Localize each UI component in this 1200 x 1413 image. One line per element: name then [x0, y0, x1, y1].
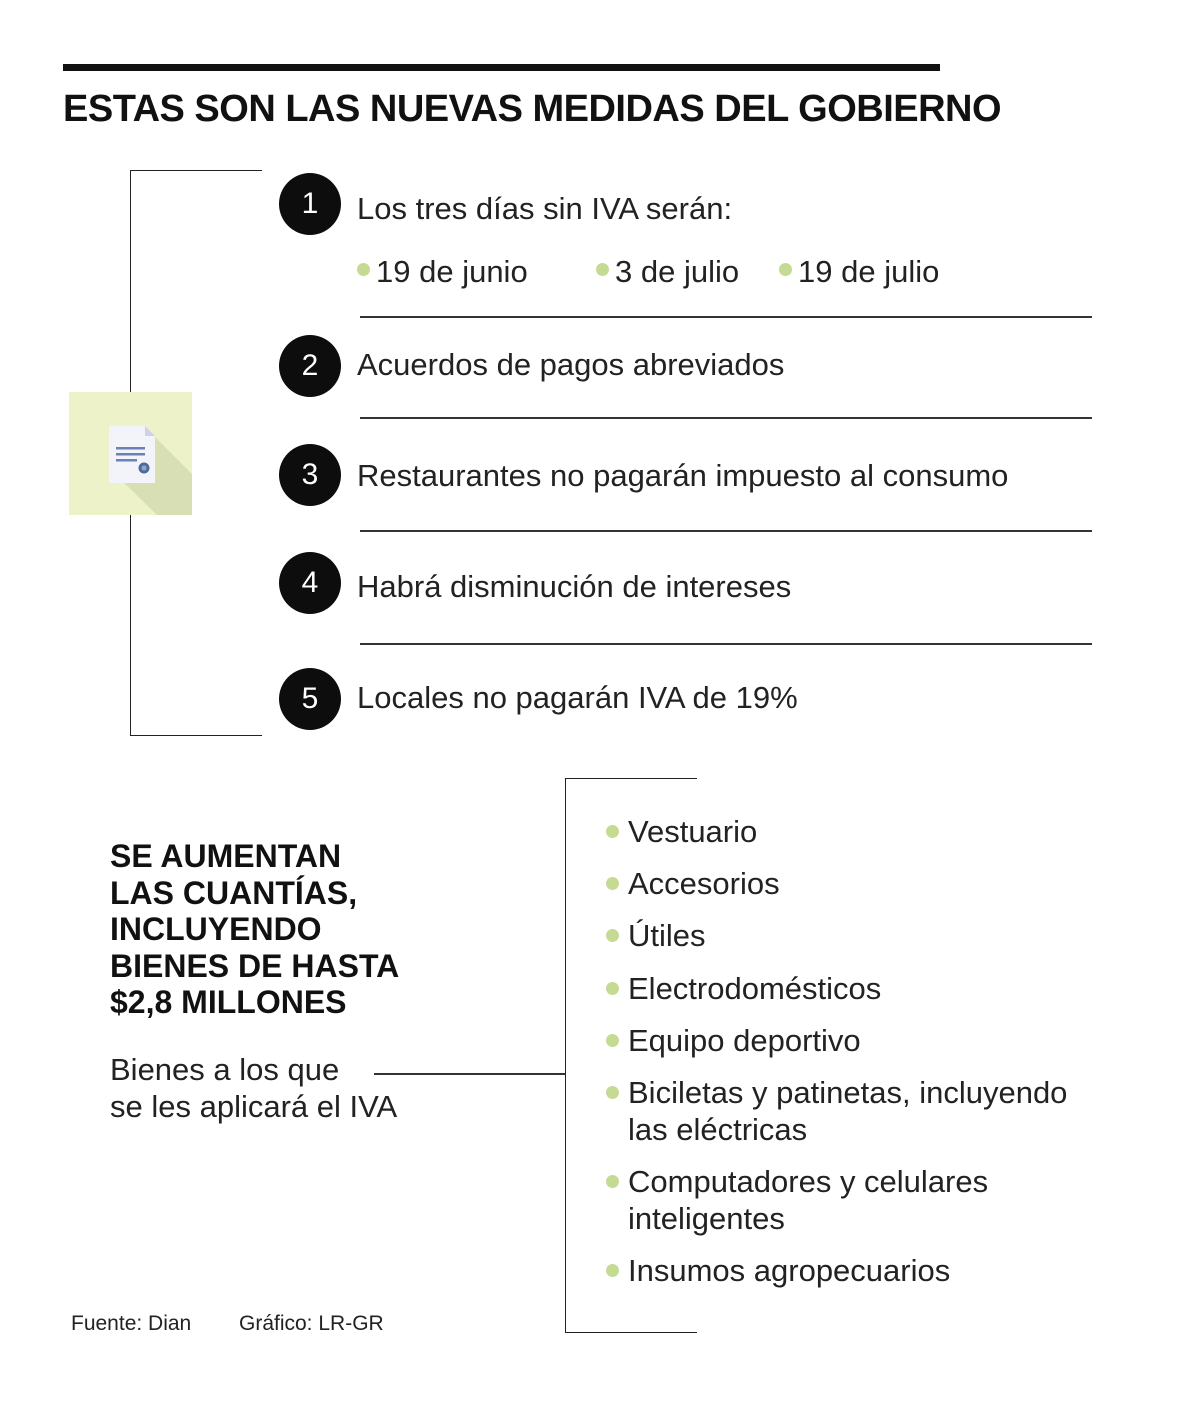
bullet-dot: [606, 877, 619, 890]
goods-item: Biciletas y patinetas, incluyendo las eléctricas: [606, 1074, 1067, 1148]
goods-item: Computadores y celulares inteligentes: [606, 1163, 988, 1237]
measure-text-3: Restaurantes no pagarán impuesto al consumo: [357, 458, 1009, 493]
date-item-1: 19 de junio: [357, 254, 528, 290]
footer-graphic-credit: Gráfico: LR-GR: [239, 1312, 384, 1335]
bullet-dot: [606, 982, 619, 995]
date-item-2: 3 de julio: [596, 254, 739, 290]
separator: [360, 643, 1092, 645]
goods-item: Útiles: [606, 917, 706, 954]
document-icon-box: [69, 392, 192, 515]
goods-item: Vestuario: [606, 813, 757, 850]
bullet-dot: [606, 1086, 619, 1099]
measure-number-2: 2: [279, 335, 341, 397]
goods-item: Insumos agropecuarios: [606, 1252, 950, 1289]
separator: [360, 316, 1092, 318]
bullet-dot: [606, 929, 619, 942]
footer-source: Fuente: Dian: [71, 1312, 192, 1335]
measure-number-4: 4: [279, 552, 341, 614]
goods-item: Electrodomésticos: [606, 970, 881, 1007]
goods-subtitle: Bienes a los que se les aplicará el IVA: [110, 1052, 398, 1124]
separator: [360, 417, 1092, 419]
increase-title: SE AUMENTAN LAS CUANTÍAS, INCLUYENDO BIENES DE HASTA $2,8 MILLONES: [110, 838, 400, 1020]
bullet-dot: [606, 1264, 619, 1277]
measure-text-5: Locales no pagarán IVA de 19%: [357, 680, 798, 715]
measure-text-2: Acuerdos de pagos abreviados: [357, 347, 785, 382]
bullet-dot: [596, 263, 609, 276]
separator: [360, 530, 1092, 532]
measure-number-3: 3: [279, 444, 341, 506]
bullet-dot: [606, 825, 619, 838]
goods-item: Accesorios: [606, 865, 780, 902]
top-rule: [63, 64, 940, 71]
connector-line: [374, 1073, 566, 1075]
measure-text-1: Los tres días sin IVA serán:: [357, 191, 733, 226]
bullet-dot: [606, 1034, 619, 1047]
date-item-3: 19 de julio: [779, 254, 939, 290]
measure-text-4: Habrá disminución de intereses: [357, 569, 792, 604]
bullet-dot: [606, 1175, 619, 1188]
bullet-dot: [779, 263, 792, 276]
goods-item: Equipo deportivo: [606, 1022, 861, 1059]
measure-number-5: 5: [279, 668, 341, 730]
bullet-dot: [357, 263, 370, 276]
measure-number-1: 1: [279, 173, 341, 235]
document-icon: [69, 392, 192, 515]
page-title: ESTAS SON LAS NUEVAS MEDIDAS DEL GOBIERNO: [63, 88, 1002, 130]
